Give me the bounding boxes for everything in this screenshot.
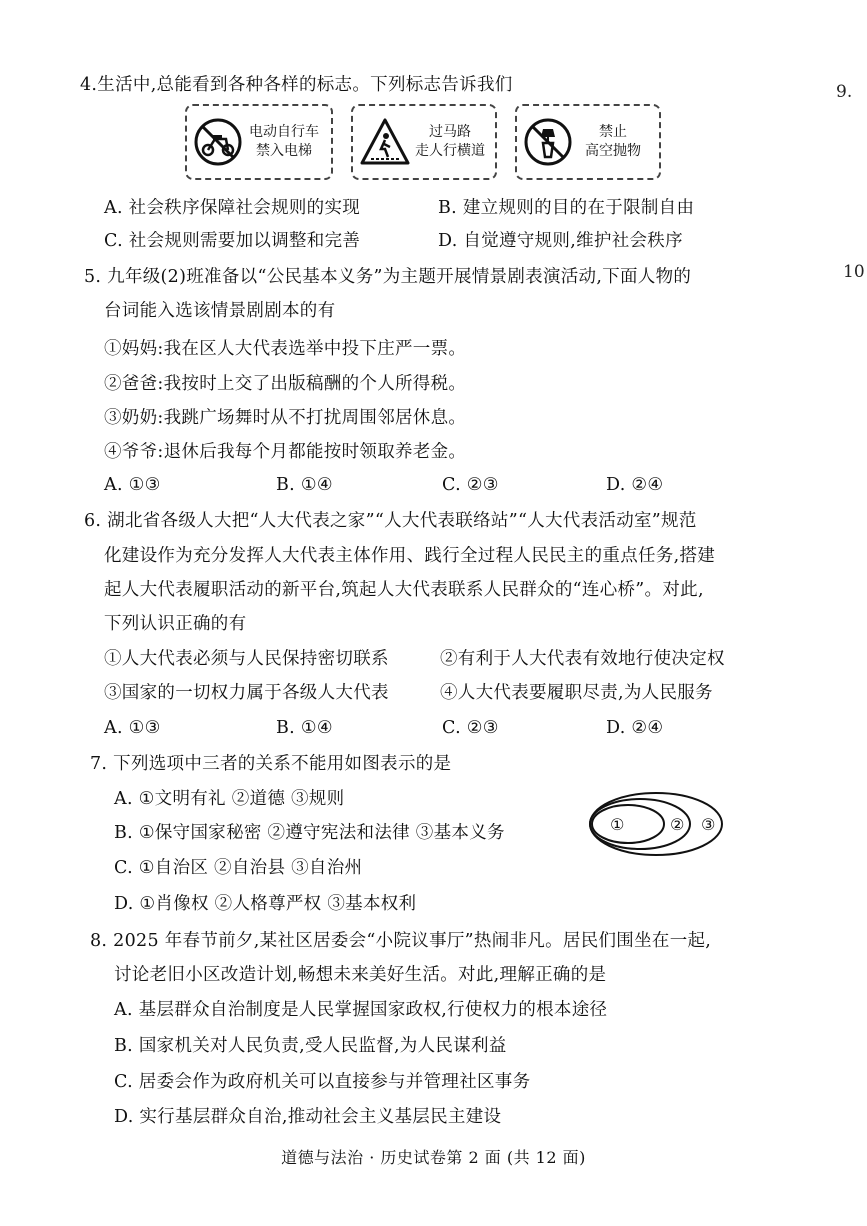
q5-item-4: ④爷爷:退休后我每个月都能按时领取养老金。	[104, 442, 467, 462]
q6-stem-line4: 下列认识正确的有	[104, 614, 247, 634]
q5-item-3: ③奶奶:我跳广场舞时从不打扰周围邻居休息。	[104, 408, 467, 428]
sign-label-line1: 过马路	[429, 124, 471, 140]
sign-no-throwing	[515, 104, 661, 180]
q5-option-a[interactable]: A. ①③	[104, 475, 161, 495]
q7-option-d[interactable]: D. ①肖像权 ②人格尊严权 ③基本权利	[114, 894, 417, 914]
q5-option-b[interactable]: B. ①④	[276, 475, 333, 495]
q8-option-d[interactable]: D. 实行基层群众自治,推动社会主义基层民主建设	[114, 1107, 502, 1127]
q5-stem-line1: 5. 九年级(2)班准备以“公民基本义务”为主题开展情景剧表演活动,下面人物的	[84, 267, 692, 287]
sign-no-e-bike-text	[243, 123, 325, 161]
edge-fragment-top: 9.	[836, 82, 853, 102]
q6-option-c[interactable]: C. ②③	[442, 718, 499, 738]
q6-option-b[interactable]: B. ①④	[276, 718, 333, 738]
q4-option-c[interactable]: C. 社会规则需要加以调整和完善	[104, 231, 361, 251]
q4-option-b[interactable]: B. 建立规则的目的在于限制自由	[438, 198, 695, 218]
q4-option-d[interactable]: D. 自觉遵守规则,维护社会秩序	[438, 231, 683, 251]
no-e-bike-icon	[193, 117, 243, 167]
sign-label-line1: 电动自行车	[249, 124, 319, 140]
q4-stem: 4.生活中,总能看到各种各样的标志。下列标志告诉我们	[80, 75, 513, 95]
q5-stem-line2: 台词能入选该情景剧剧本的有	[104, 301, 336, 321]
ellipse-inner	[592, 805, 664, 843]
nested-ellipse-diagram	[588, 790, 728, 862]
venn-label-3: ③	[701, 815, 716, 834]
sign-label-line2: 禁入电梯	[256, 143, 312, 159]
q6-option-d[interactable]: D. ②④	[606, 718, 664, 738]
q8-stem-line2: 讨论老旧小区改造计划,畅想未来美好生活。对此,理解正确的是	[114, 965, 607, 985]
q5-option-c[interactable]: C. ②③	[442, 475, 499, 495]
sign-label-line2: 走人行横道	[415, 143, 485, 159]
no-throwing-icon	[523, 117, 573, 167]
q6-item-2: ②有利于人大代表有效地行使决定权	[440, 649, 725, 669]
page-footer: 道德与法治 · 历史试卷第 2 面 (共 12 面)	[281, 1148, 586, 1167]
q7-option-c[interactable]: C. ①自治区 ②自治县 ③自治州	[114, 858, 363, 878]
q5-item-2: ②爸爸:我按时上交了出版稿酬的个人所得税。	[104, 374, 467, 394]
q8-option-c[interactable]: C. 居委会作为政府机关可以直接参与并管理社区事务	[114, 1072, 531, 1092]
q7-option-a[interactable]: A. ①文明有礼 ②道德 ③规则	[114, 789, 345, 809]
q6-stem-line2: 化建设作为充分发挥人大代表主体作用、践行全过程人民民主的重点任务,搭建	[104, 546, 716, 566]
q5-item-1: ①妈妈:我在区人大代表选举中投下庄严一票。	[104, 339, 467, 359]
sign-label-line2: 高空抛物	[585, 143, 641, 159]
sign-pedestrian-crossing	[351, 104, 497, 180]
q6-item-4: ④人大代表要履职尽责,为人民服务	[440, 683, 713, 703]
venn-label-1: ①	[610, 815, 625, 834]
venn-label-2: ②	[670, 815, 685, 834]
sign-no-throwing-text	[573, 123, 653, 161]
q6-stem-line1: 6. 湖北省各级人大把“人大代表之家”“人大代表联络站”“人大代表活动室”规范	[84, 511, 697, 531]
q8-option-b[interactable]: B. 国家机关对人民负责,受人民监督,为人民谋利益	[114, 1036, 507, 1056]
q8-stem-line1: 8. 2025 年春节前夕,某社区居委会“小院议事厅”热闹非凡。居民们围坐在一起,	[90, 931, 712, 951]
edge-fragment-mid: 10	[843, 262, 865, 282]
q6-option-a[interactable]: A. ①③	[104, 718, 161, 738]
q4-option-a[interactable]: A. 社会秩序保障社会规则的实现	[104, 198, 361, 218]
pedestrian-crossing-icon	[359, 117, 411, 167]
q5-option-d[interactable]: D. ②④	[606, 475, 664, 495]
q7-option-b[interactable]: B. ①保守国家秘密 ②遵守宪法和法律 ③基本义务	[114, 823, 505, 843]
q6-stem-line3: 起人大代表履职活动的新平台,筑起人大代表联系人民群众的“连心桥”。对此,	[104, 580, 704, 600]
q7-stem: 7. 下列选项中三者的关系不能用如图表示的是	[90, 754, 452, 774]
sign-pedestrian-crossing-text	[411, 123, 489, 161]
sign-label-line1: 禁止	[599, 124, 627, 140]
sign-no-e-bike	[185, 104, 333, 180]
q6-item-1: ①人大代表必须与人民保持密切联系	[104, 649, 389, 669]
q8-option-a[interactable]: A. 基层群众自治制度是人民掌握国家政权,行使权力的根本途径	[114, 1000, 608, 1020]
q4-signs	[185, 104, 705, 188]
q6-item-3: ③国家的一切权力属于各级人大代表	[104, 683, 389, 703]
